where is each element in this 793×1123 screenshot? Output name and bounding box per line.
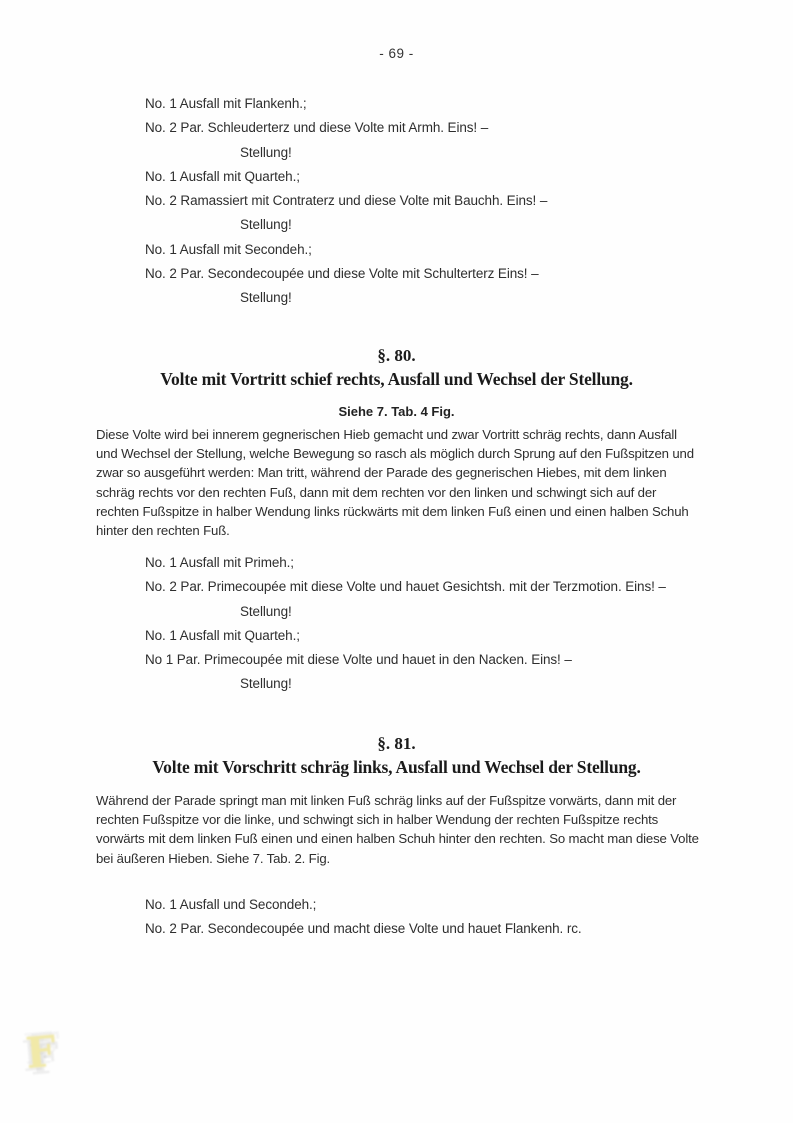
drill-line: No. 2 Par. Schleuderterz und diese Volte mit Armh. Eins! –: [145, 120, 489, 136]
drill-line: No. 1 Ausfall mit Quarteh.;: [145, 627, 300, 643]
drill-line: No. 1 Ausfall und Secondeh.;: [145, 897, 317, 912]
watermark-stamp-icon: [23, 1026, 96, 1096]
drill-list-2: [145, 551, 666, 697]
drill-line: No. 1 Ausfall mit Quarteh.;: [145, 168, 300, 184]
drill-line: No. 2 Par. Secondecoupée und diese Volte mit Schulterterz Eins! –: [145, 266, 539, 282]
section-80-title: Volte mit Vortritt schief rechts, Ausfall und Wechsel der Stellung.: [160, 369, 633, 389]
section-81-title: Volte mit Vorschritt schräg links, Ausfall und Wechsel der Stellung.: [152, 757, 641, 777]
drill-line-stellung: Stellung!: [240, 676, 292, 692]
drill-line: No. 1 Ausfall mit Primeh.;: [145, 555, 294, 570]
drill-line-stellung: Stellung!: [240, 290, 292, 306]
drill-line-stellung: Stellung!: [240, 603, 292, 619]
section-80-heading: [0, 345, 793, 420]
drill-line: No. 2 Par. Secondecoupée und macht diese Volte und hauet Flankenh. rc.: [145, 921, 582, 937]
section-80-number: §. 80.: [377, 346, 416, 365]
drill-line-stellung: Stellung!: [240, 144, 292, 160]
drill-line-stellung: Stellung!: [240, 217, 292, 233]
section-81-body: Während der Parade springt man mit linken Fuß schräg links auf der Fußspitze vorwärts, dann mit der rechten Fußspitze vor die linke, und schwingt sich in halber Wendung der rechten Fußspitze rechts vorwärts mit dem linken Fuß einen und einen halben Schuh hinter den rechten. So macht man diese Volte bei äußeren Hieben. Siehe 7. Tab. 2. Fig.: [96, 793, 699, 866]
drill-line: No 1 Par. Primecoupée mit diese Volte und hauet in den Nacken. Eins! –: [145, 652, 572, 668]
watermark-glyph: F: [23, 1026, 58, 1078]
drill-line: No. 1 Ausfall mit Secondeh.;: [145, 241, 312, 257]
section-80-body: Diese Volte wird bei innerem gegnerischen Hieb gemacht und zwar Vortritt schräg rechts, dann Ausfall und Wechsel der Stellung, welche Bewegung so rasch als möglich durch Sprung auf den Fußspitzen und zwar so ausgeführt werden: Man tritt, während der Parade des gegnerischen Hiebes, mit dem linken schräg rechts vor den rechten Fuß, dann mit dem rechten vor den linken und schwingt sich auf der rechten Fußspitze in halber Wendung links rückwärts mit dem linken Fuß einen und einen halben Schuh hinter den rechten Fuß.: [96, 427, 694, 539]
section-81-heading: [0, 733, 793, 779]
drill-list-3: [145, 893, 582, 942]
drill-list-1: [145, 92, 547, 311]
page-number: - 69 -: [379, 46, 414, 61]
drill-line: No. 1 Ausfall mit Flankenh.;: [145, 96, 307, 111]
drill-line: No. 2 Par. Primecoupée mit diese Volte und hauet Gesichtsh. mit der Terzmotion. Eins! –: [145, 579, 666, 595]
drill-line: No. 2 Ramassiert mit Contraterz und diese Volte mit Bauchh. Eins! –: [145, 193, 548, 209]
section-81-number: §. 81.: [377, 734, 416, 753]
section-80-reference: Siehe 7. Tab. 4 Fig.: [338, 404, 455, 419]
